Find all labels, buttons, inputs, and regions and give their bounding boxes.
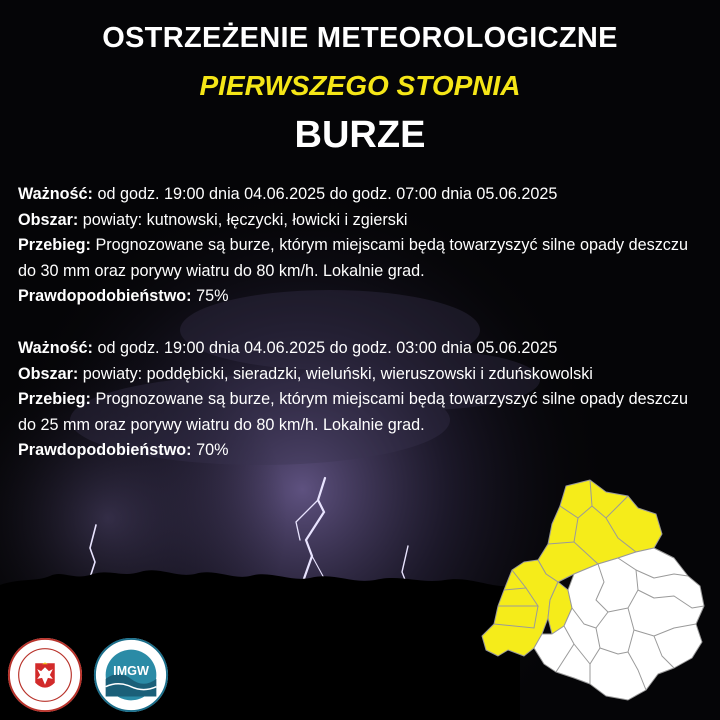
- header-title: OSTRZEŻENIE METEOROLOGICZNE: [102, 22, 618, 54]
- course-value: Prognozowane są burze, którym miejscami będą towarzyszyć silne opady deszczu do 25 mm oraz porywy wiatru do 80 km/h. Lokalnie grad.: [18, 390, 688, 434]
- course-label: Przebieg:: [18, 236, 91, 254]
- warning-map: [478, 478, 710, 706]
- course-value: Prognozowane są burze, którym miejscami będą towarzyszyć silne opady deszczu do 30 mm oraz porywy wiatru do 80 km/h. Lokalnie grad.: [18, 236, 688, 280]
- warning-block-2: [18, 336, 688, 464]
- probability-label: Prawdopodobieństwo:: [18, 441, 192, 459]
- probability-value: 75%: [196, 287, 229, 305]
- course-row: [18, 387, 688, 438]
- area-value: powiaty: kutnowski, łęczycki, łowicki i zgierski: [82, 210, 408, 229]
- area-row: [18, 362, 688, 388]
- header-degree: PIERWSZEGO STOPNIA: [199, 70, 521, 101]
- validity-label: Ważność:: [18, 339, 93, 357]
- probability-value: 70%: [196, 441, 229, 459]
- header-phenomenon: BURZE: [294, 114, 426, 156]
- area-label: Obszar:: [18, 210, 79, 229]
- validity-value: od godz. 19:00 dnia 04.06.2025 do godz. 07:00 dnia 05.06.2025: [97, 185, 558, 203]
- validity-value: od godz. 19:00 dnia 04.06.2025 do godz. 03:00 dnia 05.06.2025: [97, 339, 558, 357]
- course-label: Przebieg:: [18, 390, 91, 408]
- probability-row: [18, 284, 688, 310]
- validity-row: [18, 182, 688, 208]
- imgw-logo: [92, 636, 170, 714]
- course-row: [18, 233, 688, 284]
- validity-label: Ważność:: [18, 185, 93, 203]
- voivodeship-emblem-logo: [6, 636, 84, 714]
- area-label: Obszar:: [18, 364, 79, 383]
- validity-row: [18, 336, 688, 362]
- area-value: powiaty: poddębicki, sieradzki, wieluński, wieruszowski i zduńskowolski: [82, 364, 593, 383]
- imgw-logo-text: IMGW: [113, 664, 149, 678]
- probability-label: Prawdopodobieństwo:: [18, 287, 192, 305]
- probability-row: [18, 438, 688, 464]
- area-row: [18, 208, 688, 234]
- warning-block-1: [18, 182, 688, 310]
